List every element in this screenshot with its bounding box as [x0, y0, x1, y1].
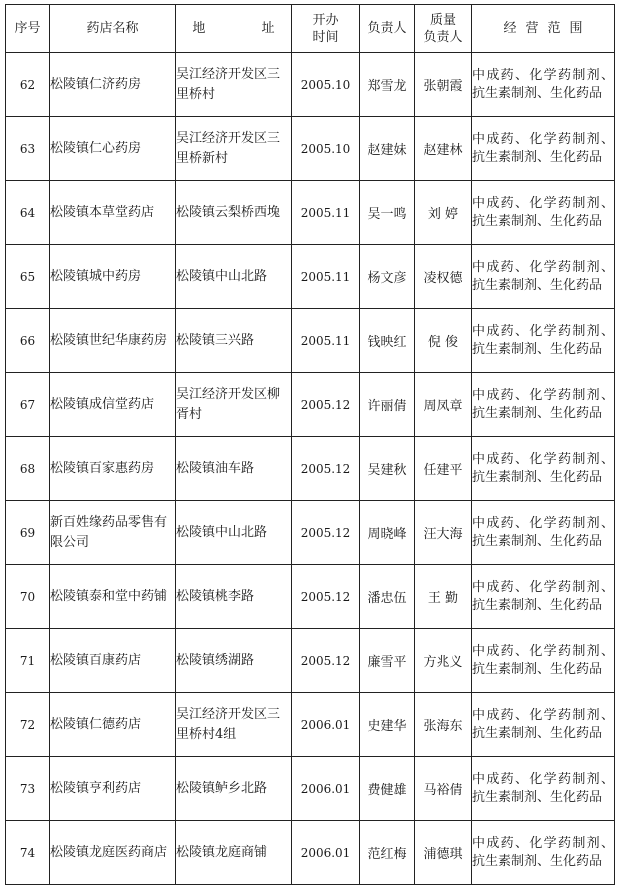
table-row	[6, 501, 615, 565]
business-scope: 中成药、化学药制剂、抗生素制剂、生化药品	[472, 245, 615, 309]
manager-name: 赵建妹	[360, 117, 415, 181]
row-number: 74	[6, 821, 50, 885]
pharmacy-name: 松陵镇泰和堂中药铺	[50, 565, 176, 629]
manager-name: 吴一鸣	[360, 181, 415, 245]
header-quality-line1: 质量	[429, 12, 456, 28]
table-row	[6, 117, 615, 181]
open-date: 2006.01	[292, 821, 360, 885]
row-number: 68	[6, 437, 50, 501]
address: 吴江经济开发区三里桥村4组	[176, 693, 292, 757]
address: 松陵镇油车路	[176, 437, 292, 501]
pharmacy-name: 松陵镇龙庭医药商店	[50, 821, 176, 885]
table-row	[6, 565, 615, 629]
header-open-line2: 时间	[312, 29, 339, 45]
manager-name: 吴建秋	[360, 437, 415, 501]
manager-name: 杨文彦	[360, 245, 415, 309]
header-quality-line2: 负责人	[423, 29, 463, 45]
pharmacy-name: 松陵镇百康药店	[50, 629, 176, 693]
business-scope: 中成药、化学药制剂、抗生素制剂、生化药品	[472, 821, 615, 885]
table-row	[6, 437, 615, 501]
manager-name: 费健雄	[360, 757, 415, 821]
open-date: 2005.10	[292, 53, 360, 117]
address: 松陵镇鲈乡北路	[176, 757, 292, 821]
pharmacy-name: 松陵镇世纪华康药房	[50, 309, 176, 373]
open-date: 2005.12	[292, 373, 360, 437]
open-date: 2005.12	[292, 437, 360, 501]
header-open-date	[292, 5, 360, 53]
quality-manager-name: 王 勤	[415, 565, 472, 629]
row-number: 64	[6, 181, 50, 245]
quality-manager-name: 浦德琪	[415, 821, 472, 885]
header-scope	[472, 5, 615, 53]
row-number: 66	[6, 309, 50, 373]
open-date: 2005.12	[292, 565, 360, 629]
row-number: 62	[6, 53, 50, 117]
row-number: 67	[6, 373, 50, 437]
manager-name: 周晓峰	[360, 501, 415, 565]
open-date: 2005.11	[292, 309, 360, 373]
open-date: 2005.11	[292, 245, 360, 309]
table-row	[6, 373, 615, 437]
business-scope: 中成药、化学药制剂、抗生素制剂、生化药品	[472, 117, 615, 181]
address: 吴江经济开发区柳胥村	[176, 373, 292, 437]
table-row	[6, 309, 615, 373]
quality-manager-name: 张海东	[415, 693, 472, 757]
business-scope: 中成药、化学药制剂、抗生素制剂、生化药品	[472, 53, 615, 117]
header-scope-label: 经营范围	[503, 21, 592, 36]
table-row	[6, 757, 615, 821]
quality-manager-name: 凌权德	[415, 245, 472, 309]
business-scope: 中成药、化学药制剂、抗生素制剂、生化药品	[472, 629, 615, 693]
address: 松陵镇云梨桥西堍	[176, 181, 292, 245]
address: 松陵镇龙庭商铺	[176, 821, 292, 885]
header-manager: 负责人	[360, 5, 415, 53]
pharmacy-name: 松陵镇仁德药店	[50, 693, 176, 757]
row-number: 65	[6, 245, 50, 309]
row-number: 73	[6, 757, 50, 821]
row-number: 70	[6, 565, 50, 629]
quality-manager-name: 马裕倩	[415, 757, 472, 821]
open-date: 2005.10	[292, 117, 360, 181]
open-date: 2005.11	[292, 181, 360, 245]
quality-manager-name: 张朝霞	[415, 53, 472, 117]
header-address	[176, 5, 301, 53]
quality-manager-name: 方兆义	[415, 629, 472, 693]
header-no: 序号	[6, 5, 50, 53]
table-row	[6, 245, 615, 309]
row-number: 69	[6, 501, 50, 565]
quality-manager-name: 倪 俊	[415, 309, 472, 373]
pharmacy-name: 松陵镇城中药房	[50, 245, 176, 309]
quality-manager-name: 任建平	[415, 437, 472, 501]
business-scope: 中成药、化学药制剂、抗生素制剂、生化药品	[472, 373, 615, 437]
table-header-row	[6, 5, 615, 53]
quality-manager-name: 汪大海	[415, 501, 472, 565]
pharmacy-registry-table	[5, 4, 615, 885]
business-scope: 中成药、化学药制剂、抗生素制剂、生化药品	[472, 757, 615, 821]
business-scope: 中成药、化学药制剂、抗生素制剂、生化药品	[472, 437, 615, 501]
header-quality-manager	[415, 5, 472, 53]
address: 松陵镇中山北路	[176, 501, 292, 565]
header-open-line1: 开办	[312, 12, 339, 28]
manager-name: 潘忠伍	[360, 565, 415, 629]
address: 松陵镇绣湖路	[176, 629, 292, 693]
row-number: 63	[6, 117, 50, 181]
open-date: 2005.12	[292, 629, 360, 693]
pharmacy-name: 新百姓缘药品零售有限公司	[50, 501, 176, 565]
address: 吴江经济开发区三里桥新村	[176, 117, 292, 181]
row-number: 71	[6, 629, 50, 693]
pharmacy-name: 松陵镇仁济药房	[50, 53, 176, 117]
table-row	[6, 629, 615, 693]
open-date: 2005.12	[292, 501, 360, 565]
business-scope: 中成药、化学药制剂、抗生素制剂、生化药品	[472, 565, 615, 629]
business-scope: 中成药、化学药制剂、抗生素制剂、生化药品	[472, 693, 615, 757]
business-scope: 中成药、化学药制剂、抗生素制剂、生化药品	[472, 181, 615, 245]
header-address-label: 地 址	[192, 21, 301, 36]
table-row	[6, 693, 615, 757]
header-name: 药店名称	[50, 5, 176, 53]
table-row	[6, 821, 615, 885]
pharmacy-name: 松陵镇成信堂药店	[50, 373, 176, 437]
manager-name: 范红梅	[360, 821, 415, 885]
business-scope: 中成药、化学药制剂、抗生素制剂、生化药品	[472, 501, 615, 565]
open-date: 2006.01	[292, 757, 360, 821]
pharmacy-name: 松陵镇本草堂药店	[50, 181, 176, 245]
pharmacy-name: 松陵镇百家惠药房	[50, 437, 176, 501]
open-date: 2006.01	[292, 693, 360, 757]
pharmacy-name: 松陵镇亨利药店	[50, 757, 176, 821]
address: 吴江经济开发区三里桥村	[176, 53, 292, 117]
manager-name: 郑雪龙	[360, 53, 415, 117]
manager-name: 许丽倩	[360, 373, 415, 437]
table-row	[6, 181, 615, 245]
address: 松陵镇三兴路	[176, 309, 292, 373]
quality-manager-name: 周凤章	[415, 373, 472, 437]
table-row	[6, 53, 615, 117]
business-scope: 中成药、化学药制剂、抗生素制剂、生化药品	[472, 309, 615, 373]
manager-name: 钱映红	[360, 309, 415, 373]
pharmacy-name: 松陵镇仁心药房	[50, 117, 176, 181]
manager-name: 廉雪平	[360, 629, 415, 693]
quality-manager-name: 赵建林	[415, 117, 472, 181]
address: 松陵镇中山北路	[176, 245, 292, 309]
manager-name: 史建华	[360, 693, 415, 757]
address: 松陵镇桃李路	[176, 565, 292, 629]
quality-manager-name: 刘 婷	[415, 181, 472, 245]
row-number: 72	[6, 693, 50, 757]
